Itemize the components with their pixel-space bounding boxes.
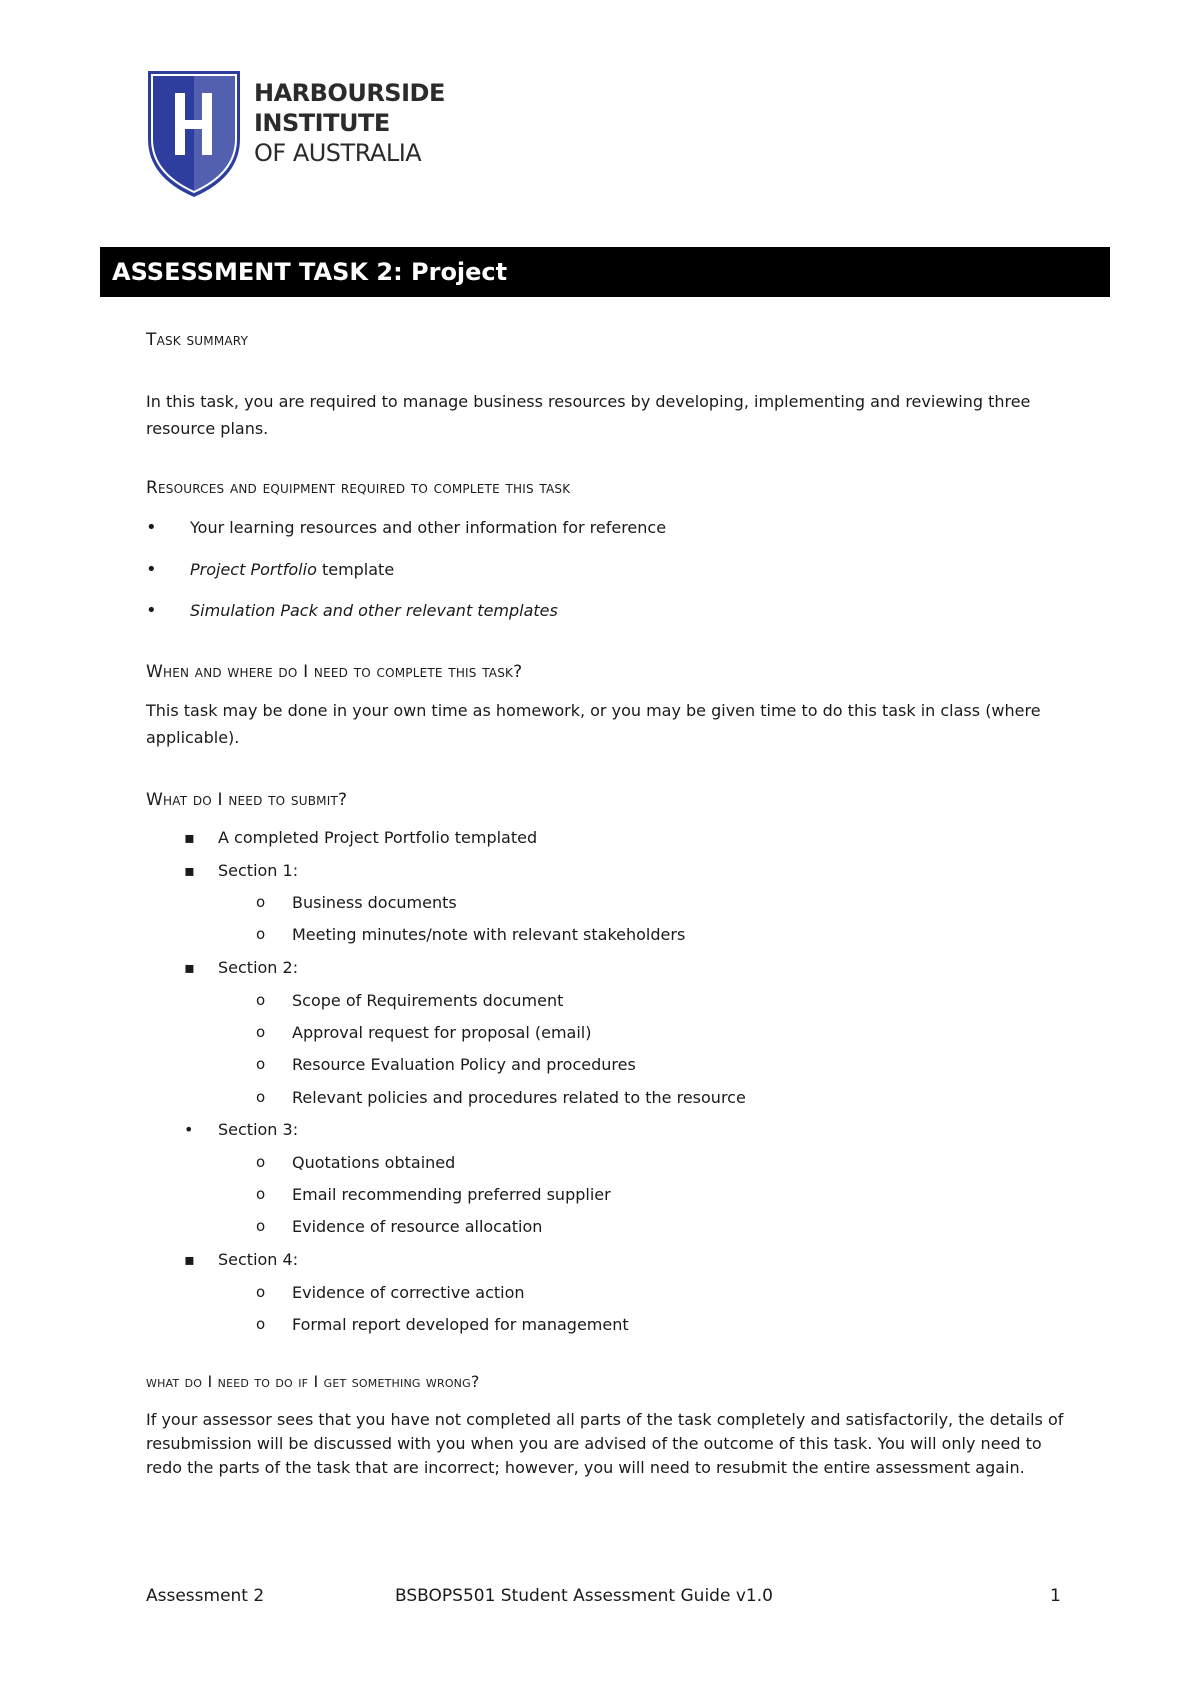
page-number: 1	[1050, 1586, 1061, 1606]
task-summary-body: In this task, you are required to manage business resources by developing, implementing and reviewing three resource plans.	[146, 392, 1031, 438]
resources-heading: Resources and equipment required to complete this task	[146, 478, 571, 498]
when-where-body: This task may be done in your own time as homework, or you may be given time to do this task in class (where applicable).	[146, 701, 1041, 747]
when-where-heading: When and where do I need to complete this task?	[146, 662, 523, 682]
page-title: ASSESSMENT TASK 2: Project	[100, 247, 1110, 297]
document-page: HARBOURSIDE INSTITUTE OF AUSTRALIA ASSESSMENT TASK 2: Project Task summary In this task, you are required to manage business resources by developing, implementing and reviewing three resource plans. Resources and equipment required to complete this task • Your learning resources and other information for reference • Project Portfolio template • Simulation Pack and other relevant templates When and where do I need to complete this task? This task may be done in your own time as homework, or you may be given time to do this task in class (where applicable). What do I need to submit? ▪ A completed Project Portfolio templated ▪ Section 1: o Business documents o Meeting minutes/note with relevant stakeholders ▪ Section 2: o Scope of Requirements document o Approval request for proposal (email) o Resource Evaluation Policy and procedures o Relevant policies and procedures related to the resource • Section 3: o Quotations obtained o Email recommending preferred supplier o Evidence of resource allocation ▪ Section 4: o Evidence of corrective action o Formal report developed for management what do I need to do if I get something wrong? If your assessor sees that you have not completed all parts of the task completely and satisfactorily, the details of resubmission will be discussed with you when you are advised of the outcome of this task. You will only need to redo the parts of the task that are incorrect; however, you will need to resubmit the entire assessment again. Assessment 2 BSBOPS501 Student Assessment Guide v1.0 1	[0, 0, 1200, 1696]
task-summary-heading: Task summary	[146, 330, 249, 350]
logo-line-1: HARBOURSIDE	[254, 79, 445, 107]
wrong-body: If your assessor sees that you have not completed all parts of the task completely and satisfactorily, the details of resubmission will be discussed with you when you are advised of the outcome of this task. You will only need to redo the parts of the task that are incorrect; however, you will need to resubmit the entire assessment again.	[146, 1410, 1064, 1477]
portfolio-name: Project Portfolio	[190, 560, 317, 579]
wrong-heading: what do I need to do if I get something wrong?	[146, 1372, 480, 1391]
logo-line-3: OF AUSTRALIA	[254, 139, 422, 167]
footer-center: BSBOPS501 Student Assessment Guide v1.0	[395, 1586, 773, 1606]
shield-logo-icon	[146, 69, 246, 199]
submit-heading: What do I need to submit?	[146, 790, 348, 810]
institute-logo	[146, 69, 446, 201]
logo-line-2: INSTITUTE	[254, 109, 390, 137]
logo-wordmark	[254, 78, 445, 168]
footer-left: Assessment 2	[146, 1586, 265, 1606]
